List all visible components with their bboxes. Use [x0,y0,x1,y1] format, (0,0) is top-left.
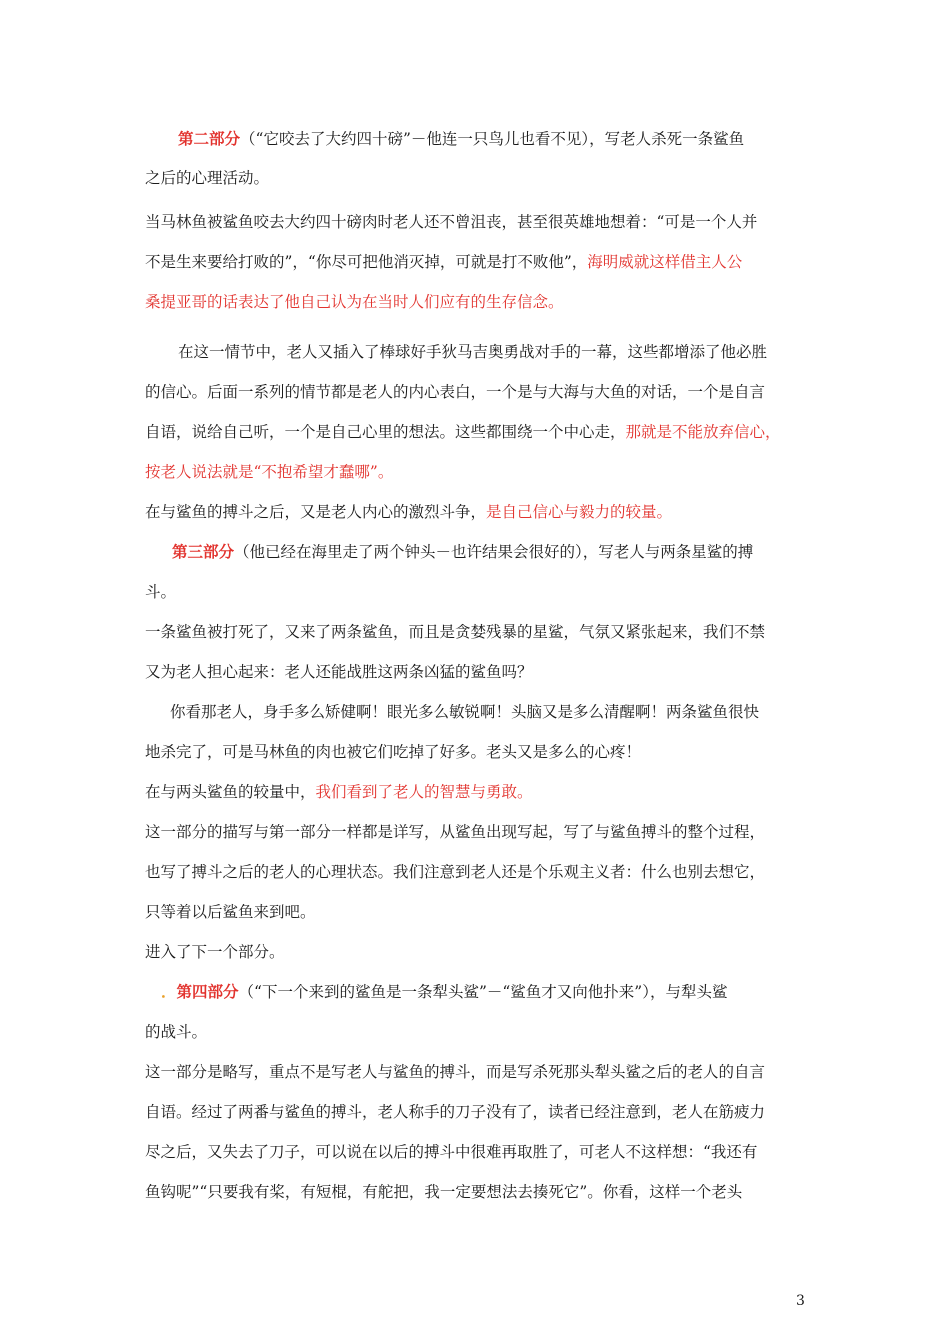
text-line [145,1062,765,1082]
text-run: 在与鲨鱼的搏斗之后，又是老人内心的激烈斗争， [145,503,487,521]
text-line [145,862,765,882]
text-line [145,902,316,922]
highlighted-text: 海明威就这样借主人公 [587,253,743,271]
highlighted-text: 第四部分 [176,982,239,1001]
text-run: 当马林鱼被鲨鱼咬去大约四十磅肉时老人还不曾沮丧，甚至很英雄地想着：“可是一个人并 [145,213,758,231]
highlighted-text: ． [161,982,177,1001]
text-run: 地杀完了，可是马林鱼的肉也被它们吃掉了好多。老头又是多么的心疼！ [145,743,642,761]
highlighted-text: 那就是不能放弃信心， [625,423,781,441]
text-run: 的战斗。 [145,1023,208,1041]
text-line [145,1142,757,1162]
text-run: 斗。 [145,583,177,601]
highlighted-text: 是自己信心与毅力的较量。 [486,503,673,521]
text-line [145,252,742,272]
text-line [145,1182,742,1202]
text-line [178,129,744,149]
text-run: 也写了搏斗之后的老人的心理状态。我们注意到老人还是个乐观主义者：什么也别去想它， [145,863,766,881]
text-line [145,1102,765,1122]
text-run: （“它咬去了大约四十磅”－他连一只鸟儿也看不见），写老人杀死一条鲨鱼 [240,130,745,148]
text-line [145,292,564,312]
text-run: 这一部分是略写，重点不是写老人与鲨鱼的搏斗，而是写杀死那头犁头鲨之后的老人的自言 [145,1063,766,1081]
text-line [145,422,781,442]
text-line [145,462,393,482]
text-run: 的信心。后面一系列的情节都是老人的内心表白，一个是与大海与大鱼的对话，一个是自言 [145,383,766,401]
text-line [172,542,753,562]
text-line [145,622,765,642]
text-run: 又为老人担心起来：老人还能战胜这两条凶猛的鲨鱼吗？ [145,663,533,681]
text-line [145,662,533,682]
text-run: （他已经在海里走了两个钟头－也许结果会很好的），写老人与两条星鲨的搏 [234,543,754,561]
text-run: 尽之后，又失去了刀子，可以说在以后的搏斗中很难再取胜了，可老人不这样想：“我还有 [145,1143,758,1161]
highlighted-text: 按老人说法就是“不抱希望才蠢哪”。 [145,463,394,481]
text-line [145,168,269,188]
highlighted-text: 第二部分 [178,129,241,148]
text-line [145,212,757,232]
highlighted-text: 第三部分 [172,542,235,561]
text-run: 这一部分的描写与第一部分一样都是详写，从鲨鱼出现写起，写了与鲨鱼搏斗的整个过程， [145,823,766,841]
text-line [145,502,672,522]
text-run: 不是生来要给打败的”，“你尽可把他消灭掉，可就是打不败他”， [145,253,588,271]
text-run: 只等着以后鲨鱼来到吧。 [145,903,316,921]
text-line [145,782,533,802]
text-run: 自语，说给自己听，一个是自己心里的想法。这些都围绕一个中心走， [145,423,626,441]
text-line [145,1022,207,1042]
text-line [178,342,767,362]
text-line [145,742,641,762]
text-run: 自语。经过了两番与鲨鱼的搏斗，老人称手的刀子没有了，读者已经注意到，老人在筋疲力 [145,1103,766,1121]
text-run: 在这一情节中，老人又插入了棒球好手狄马吉奥勇战对手的一幕，这些都增添了他必胜 [178,343,768,361]
text-line [170,702,759,722]
text-run: 之后的心理活动。 [145,169,270,187]
text-run: （“下一个来到的鲨鱼是一条犁头鲨”－“鲨鱼才又向他扑来”），与犁头鲨 [238,983,728,1001]
text-run: 一条鲨鱼被打死了，又来了两条鲨鱼，而且是贪婪残暴的星鲨，气氛又紧张起来，我们不禁 [145,623,766,641]
text-run: 进入了下一个部分。 [145,943,285,961]
page-number: 3 [796,1293,805,1309]
text-line [161,982,727,1002]
text-line [145,582,176,602]
text-line [145,822,765,842]
text-line [145,382,765,402]
text-run: 鱼钩呢”“只要我有桨，有短棍，有舵把，我一定要想法去揍死它”。你看，这样一个老头 [145,1183,743,1201]
text-line [145,942,285,962]
highlighted-text: 我们看到了老人的智慧与勇敢。 [315,783,533,801]
text-run: 在与两头鲨鱼的较量中， [145,783,316,801]
text-run: 你看那老人，身手多么矫健啊！眼光多么敏锐啊！头脑又是多么清醒啊！两条鲨鱼很快 [170,703,760,721]
highlighted-text: 桑提亚哥的话表达了他自己认为在当时人们应有的生存信念。 [145,293,564,311]
